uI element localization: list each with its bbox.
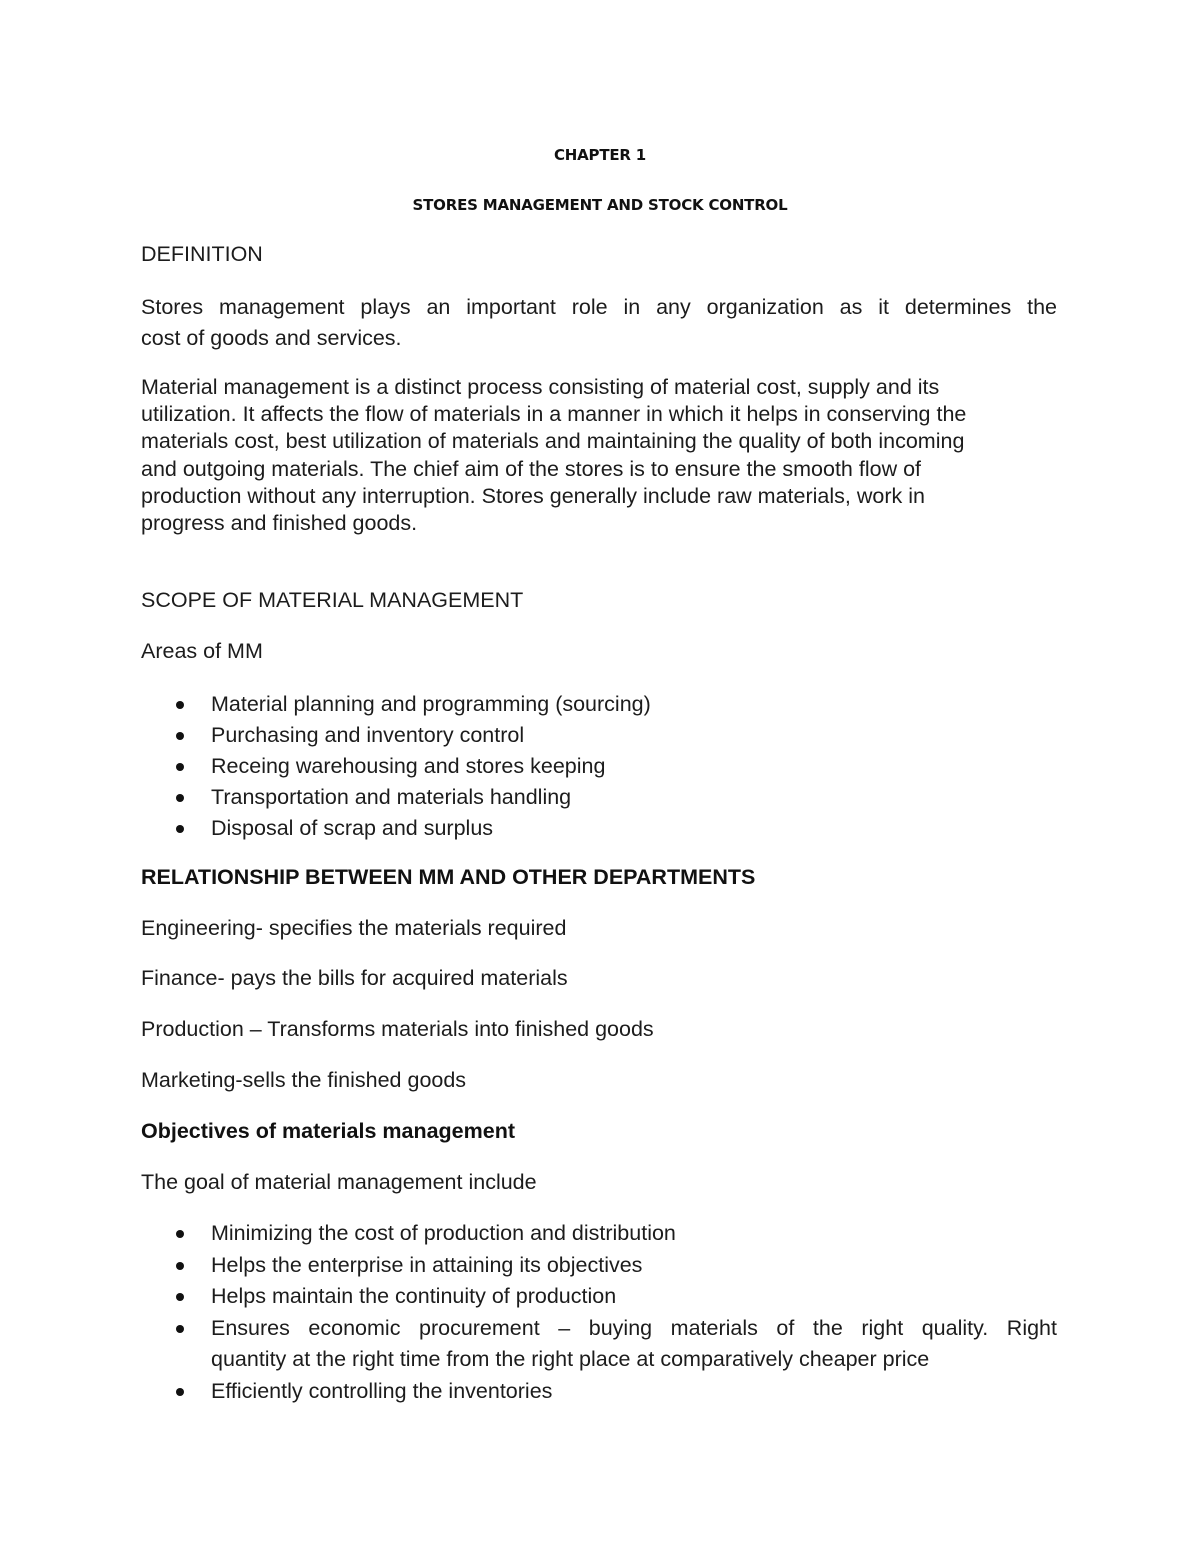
paragraph-line: cost of goods and services. <box>141 326 402 350</box>
bullet-icon <box>176 1230 184 1238</box>
list-item-line: quantity at the right time from the right place at comparatively cheaper price <box>211 1347 930 1371</box>
list-item: Transportation and materials handling <box>141 782 1057 813</box>
bullet-icon <box>176 763 184 771</box>
chapter-title: STORES MANAGEMENT AND STOCK CONTROL <box>412 196 788 214</box>
list-item <box>141 1313 1057 1376</box>
objectives-intro: The goal of material management include <box>141 1170 537 1194</box>
bullet-icon <box>176 794 184 802</box>
paragraph-line: utilization. It affects the flow of materials in a manner in which it helps in conserving the <box>141 402 967 427</box>
list-item: Disposal of scrap and surplus <box>141 813 1057 844</box>
relationship-line-finance: Finance- pays the bills for acquired materials <box>141 966 568 990</box>
list-item: Receing warehousing and stores keeping <box>141 751 1057 782</box>
relationship-heading: RELATIONSHIP BETWEEN MM AND OTHER DEPARTMENTS <box>141 865 756 889</box>
definition-heading: DEFINITION <box>141 242 263 266</box>
definition-paragraph-2 <box>141 374 1057 537</box>
bullet-icon <box>176 1262 184 1270</box>
paragraph-line: and outgoing materials. The chief aim of the stores is to ensure the smooth flow of <box>141 456 921 481</box>
list-item-line: Ensures economic procurement – buying materials of the right quality. Right <box>211 1315 1057 1340</box>
list-item: Efficiently controlling the inventories <box>141 1376 1057 1408</box>
paragraph-line: Material management is a distinct process consisting of material cost, supply and its <box>141 375 940 399</box>
paragraph-line: progress and finished goods. <box>141 511 418 536</box>
list-item: Purchasing and inventory control <box>141 720 1057 751</box>
definition-paragraph-1 <box>141 292 1057 354</box>
objectives-heading: Objectives of materials management <box>141 1119 516 1143</box>
list-item: Material planning and programming (sourcing) <box>141 689 1057 720</box>
bullet-icon <box>176 732 184 740</box>
paragraph-line: production without any interruption. Stores generally include raw materials, work in <box>141 483 925 508</box>
bullet-icon <box>176 1293 184 1301</box>
relationship-line-marketing: Marketing-sells the finished goods <box>141 1068 467 1092</box>
scope-subheading: Areas of MM <box>141 639 263 663</box>
paragraph-line: materials cost, best utilization of materials and maintaining the quality of both incoming <box>141 429 965 454</box>
scope-list <box>141 689 1057 844</box>
scope-heading: SCOPE OF MATERIAL MANAGEMENT <box>141 588 524 612</box>
paragraph-line: Stores management plays an important role in any organization as it determines the <box>141 295 1057 319</box>
chapter-label: CHAPTER 1 <box>553 146 647 164</box>
bullet-icon <box>176 825 184 833</box>
list-item: Helps the enterprise in attaining its objectives <box>141 1250 1057 1282</box>
relationship-line-production: Production – Transforms materials into finished goods <box>141 1017 654 1041</box>
list-item: Minimizing the cost of production and distribution <box>141 1218 1057 1250</box>
bullet-icon <box>176 1325 184 1333</box>
bullet-icon <box>176 701 184 709</box>
objectives-list <box>141 1218 1057 1407</box>
bullet-icon <box>176 1388 184 1396</box>
list-item: Helps maintain the continuity of production <box>141 1281 1057 1313</box>
relationship-line-engineering: Engineering- specifies the materials required <box>141 916 567 940</box>
